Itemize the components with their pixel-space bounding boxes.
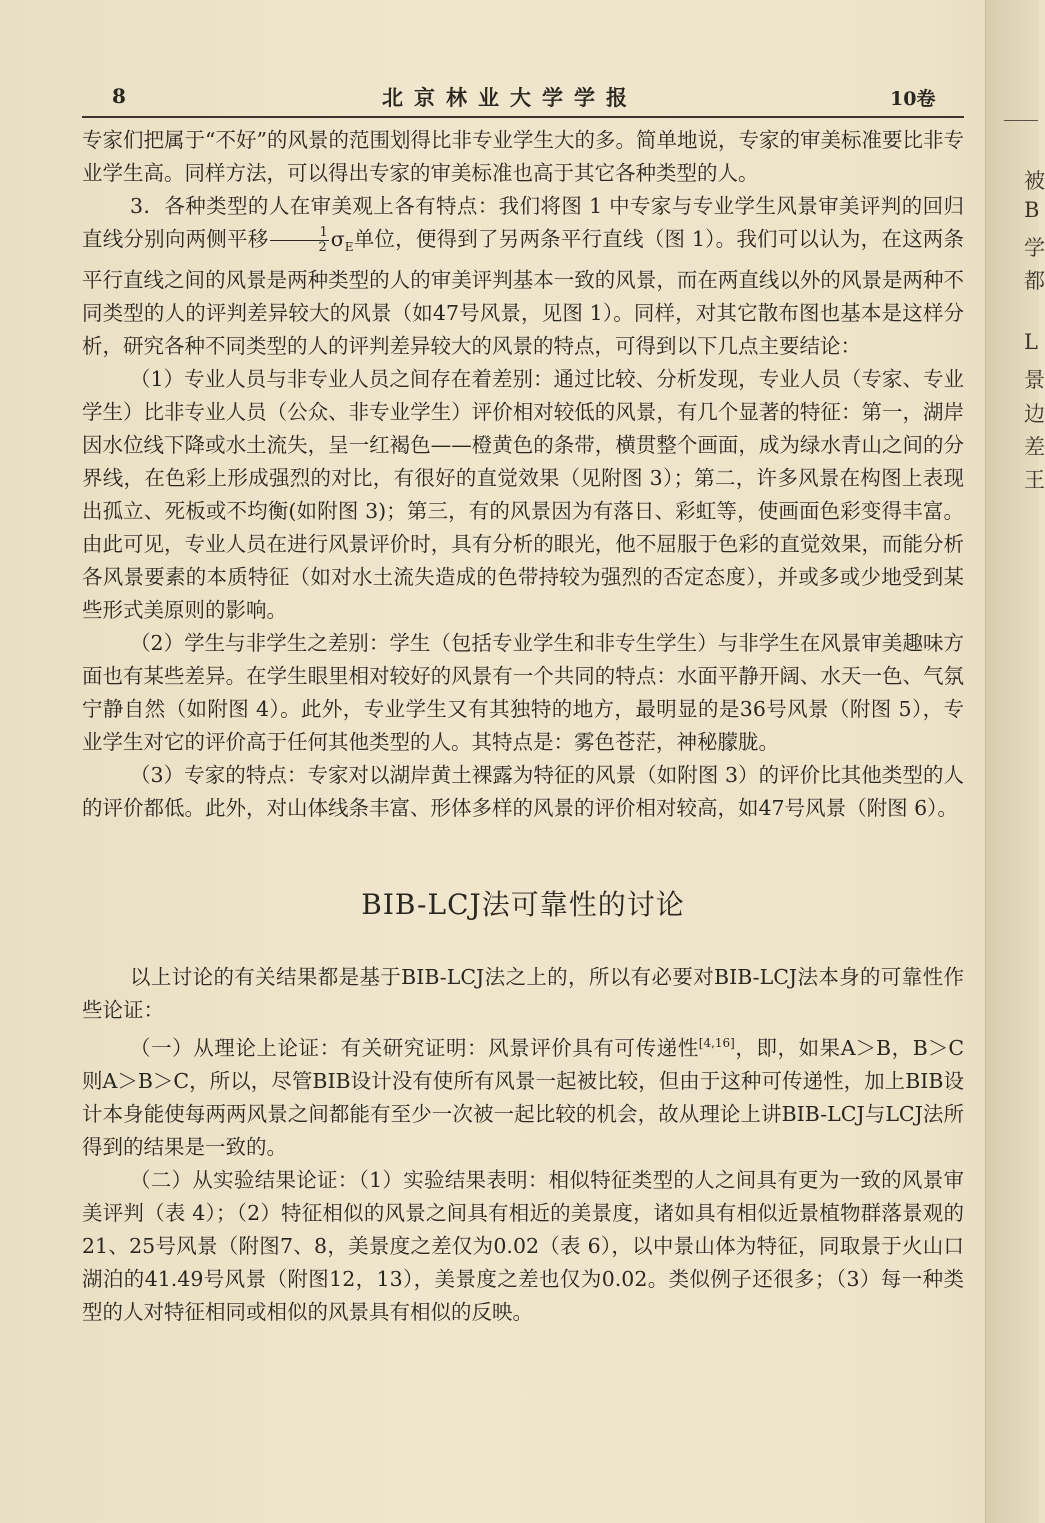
paragraph: 以上讨论的有关结果都是基于BIB-LCJ法之上的，所以有必要对BIB-LCJ法本身的可靠性作些论证： <box>82 965 964 1023</box>
paragraph: （1）专业人员与非专业人员之间存在着差别：通过比较、分析发现，专业人员（专家、专业学生）比非专业人员（公众、非专业学生）评价相对较低的风景，有几个显著的特征：第一，湖岸因水位线下降或水土流失，呈一红褐色——橙黄色的条带，横贯整个画面，成为绿水青山之间的分界线，在色彩上形成强烈的对比，有很好的直觉效果（见附图 3）；第二，许多风景在构图上表现出孤立、死板或不均衡(如附图 3)；第三，有的风景因为有落日、彩虹等，使画面色彩变得丰富。由此可见，专业人员在进行风景评价时，具有分析的眼光，他不屈服于色彩的直觉效果，而能分析各风景要素的本质特征（如对水土流失造成的色带持较为强烈的否定态度），并或多或少地受到某些形式美原则的影响。 <box>82 367 964 623</box>
edge-rule <box>1004 120 1038 121</box>
volume-label: 10卷 <box>890 88 936 110</box>
article-body <box>82 124 964 1329</box>
edge-fragment: 差 <box>1024 435 1045 459</box>
fraction-denominator: 2 <box>318 240 327 255</box>
header-rule <box>82 116 964 118</box>
paragraph: （3）专家的特点：专家对以湖岸黄土裸露为特征的风景（如附图 3）的评价比其他类型的人的评价都低。此外，对山体线条丰富、形体多样的风景的评价相对较高，如47号风景（附图 6）。 <box>82 763 964 821</box>
edge-fragment: 都 <box>1024 269 1045 293</box>
paragraph-text: ，即，如果A＞B，B＞C 则A＞B＞C，所以，尽管BIB设计没有使所有风景一起被比较，但由于这种可传递性，加上BIB设计本身能使每两两风景之间都能有至少一次被一起比较的机会，故从理论上讲BIB-LCJ与LCJ法所得到的结果是一致的。 <box>82 1035 964 1159</box>
sigma-symbol: σ <box>330 227 345 251</box>
section-heading: BIB-LCJ法可靠性的讨论 <box>361 888 685 922</box>
edge-fragment: 边 <box>1024 402 1045 426</box>
edge-fragment: 被 <box>1024 169 1045 193</box>
paragraph: （2）学生与非学生之差别：学生（包括专业学生和非专生学生）与非学生在风景审美趣味方面也有某些差异。在学生眼里相对较好的风景有一个共同的特点：水面平静开阔、水天一色、气氛宁静自然（如附图 4）。此外，专业学生又有其独特的地方，最明显的是36号风景（附图 5），专业学生对它的评价高于任何其他类型的人。其特点是：雾色苍茫，神秘朦胧。 <box>82 631 964 755</box>
edge-fragment: 王 <box>1024 468 1045 492</box>
paragraph-text: （一）从理论上论证：有关研究证明：风景评价具有可传递性 <box>130 1035 699 1060</box>
paragraph: 专家们把属于“不好”的风景的范围划得比非专业学生大的多。简单地说，专家的审美标准要比非专业学生高。同样方法，可以得出专家的审美标准也高于其它各种类型的人。 <box>82 128 964 185</box>
adjacent-page-edge <box>985 0 1045 1523</box>
edge-fragment: B <box>1024 198 1040 222</box>
sigma-subscript: E <box>344 240 354 255</box>
paragraph <box>82 190 964 363</box>
running-header <box>82 76 964 116</box>
page-number: 8 <box>112 84 126 108</box>
paragraph-text: 3．各种类型的人在审美观上各有特点：我们将图 1 中专家与专业学生风景审美评判的回归直线分别向两侧平移 <box>82 194 964 251</box>
paragraph <box>82 1027 964 1164</box>
paragraph: （二）从实验结果论证：（1）实验结果表明：相似特征类型的人之间具有更为一致的风景审美评判（表 4）；（2）特征相似的风景之间具有相近的美景度，诸如具有相似近景植物群落景观的21、25号风景（附图7、8，美景度之差仅为0.02（表 6），以中景山体为特征，同取景于火山口湖泊的41.49号风景（附图12，13），美景度之差也仅为0.02。类似例子还很多；（3）每一种类型的人对特征相同或相似的风景具有相似的反映。 <box>82 1167 964 1324</box>
paragraph-text: 单位，便得到了另两条平行直线（图 1）。我们可以认为，在这两条平行直线之间的风景是两种类型的人的审美评判基本一致的风景，而在两直线以外的风景是两种不同类型的人的评判差异较大的风景（如47号风景，见图 1）。同样，对其它散布图也基本是这样分析，研究各种不同类型的人的评判差异较大的风景的特点，可得到以下几点主要结论： <box>82 227 965 359</box>
citation: [4,16] <box>698 1036 735 1051</box>
edge-fragment: 学 <box>1024 236 1045 260</box>
edge-fragment: 景 <box>1024 368 1045 392</box>
journal-title: 北京林业大学学报 <box>382 85 638 110</box>
fraction-numerator: 1 <box>270 226 328 241</box>
fraction <box>270 226 328 255</box>
edge-fragment: L <box>1024 330 1038 354</box>
